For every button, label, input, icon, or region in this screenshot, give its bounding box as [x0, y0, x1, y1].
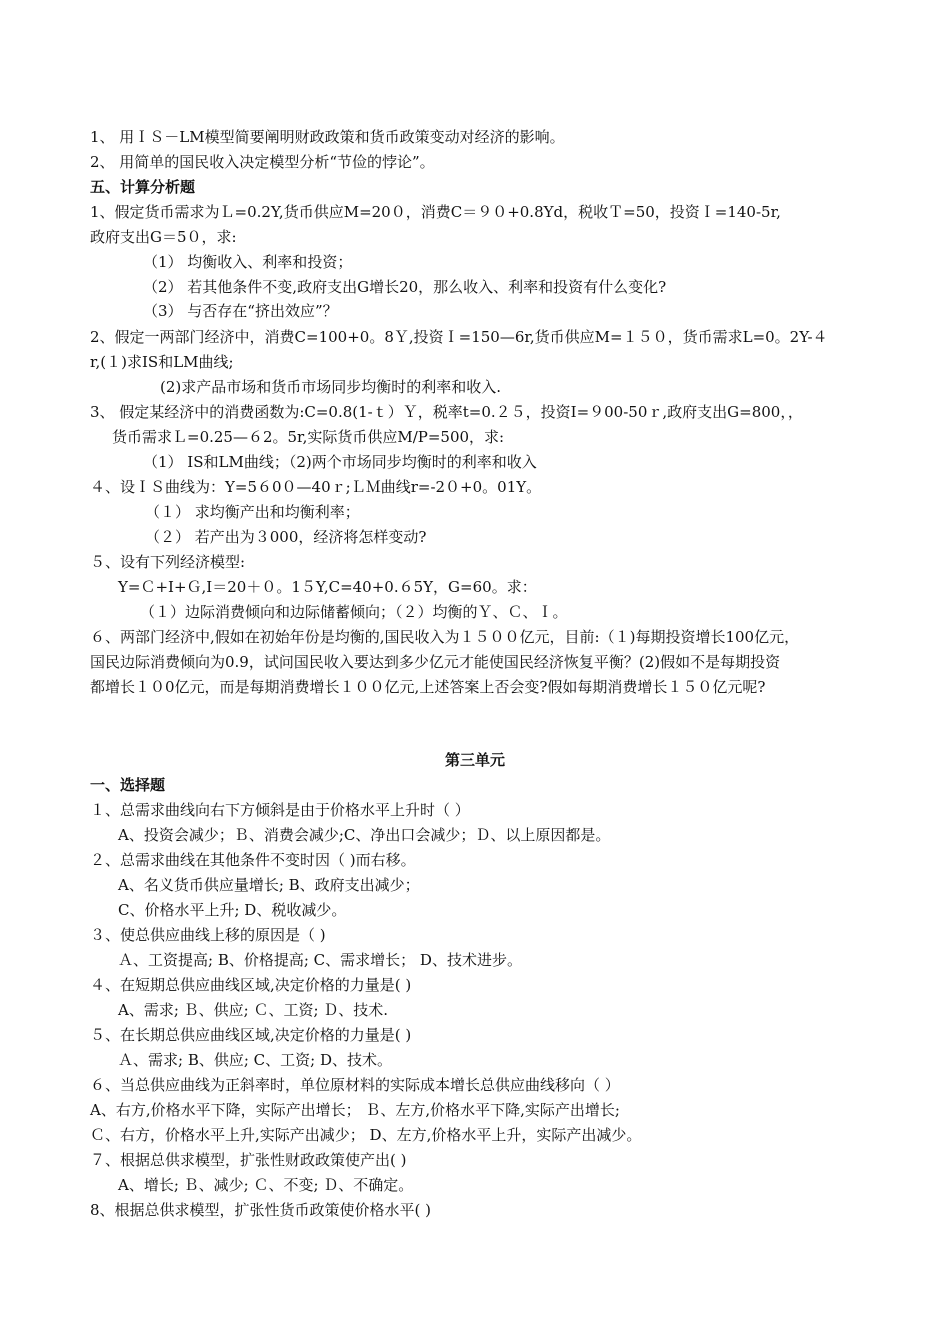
calc-question-6-line-3: 都增长１０0亿元，而是每期消费增长１００亿元,上述答案上否会变?假如每期消费增长１５０亿元呢? [90, 678, 766, 696]
calc-question-5-line-3: （１）边际消费倾向和边际储蓄倾向；（２）均衡的Ｙ、Ｃ、Ｉ。 [140, 603, 568, 621]
section-heading-choice: 一、选择题 [90, 776, 166, 794]
calc-question-1-line-1: 1、假定货币需求为Ｌ=0.2Y,货币供应M=20０，消费C＝９０+0.8Yd，税收Ｔ=50，投资Ｉ=140-5r, [90, 203, 781, 221]
calc-question-2-line-1: 2、假定一两部门经济中，消费C=100+0。8Ｙ,投资Ｉ=150—6r,货币供应M=１５０，货币需求L=0。2Y-４ [90, 328, 828, 346]
choice-question-2: ２、总需求曲线在其他条件不变时因（ )而右移。 [90, 851, 416, 869]
unit-title: 第三单元 [444, 751, 505, 769]
calc-question-4-sub-2: （２） 若产出为３000，经济将怎样变动? [145, 528, 427, 546]
choice-question-2-options-a: A、名义货币供应量增长; B、政府支出减少； [118, 876, 420, 894]
calc-question-3-line-3: （1） IS和LM曲线；（2)两个市场同步均衡时的利率和收入 [143, 453, 537, 471]
choice-question-1-options: A、投资会减少；Ｂ、消费会减少;C、净出口会减少；Ｄ、以上原因都是。 [118, 826, 611, 844]
essay-question-2: 2、 用简单的国民收入决定模型分析“节俭的悖论”。 [90, 153, 435, 171]
choice-question-3: ３、使总供应曲线上移的原因是（ ) [90, 926, 326, 944]
calc-question-2-line-3: (2)求产品市场和货币市场同步均衡时的利率和收入. [160, 378, 502, 396]
calc-question-1-sub-3: （3） 与否存在“挤出效应”？ [143, 302, 338, 320]
choice-question-4-options: A、需求; Ｂ、供应; Ｃ、工资; Ｄ、技术. [118, 1001, 389, 1019]
choice-question-5-options: Ａ、需求; B、供应; C、工资; D、技术。 [118, 1051, 392, 1069]
calc-question-5-line-2: Y=Ｃ+I+Ｇ,I＝20＋０。1５Y,C=40+0.６5Y，G=60。求： [118, 578, 537, 596]
choice-question-4: ４、在短期总供应曲线区域,决定价格的力量是( ) [90, 976, 412, 994]
choice-question-1: １、总需求曲线向右下方倾斜是由于价格水平上升时（ ） [90, 801, 470, 819]
choice-question-6: ６、当总供应曲线为正斜率时，单位原材料的实际成本增长总供应曲线移向（ ） [90, 1076, 620, 1094]
calc-question-6-line-1: ６、两部门经济中,假如在初始年份是均衡的,国民收入为１５００亿元，目前:（１)每期投资增长100亿元， [90, 628, 800, 646]
choice-question-6-options-a: A、右方,价格水平下降，实际产出增长； Ｂ、左方,价格水平下降,实际产出增长; [90, 1101, 620, 1119]
choice-question-3-options: Ａ、工资提高; B、价格提高; C、需求增长； D、技术进步。 [118, 951, 522, 969]
calc-question-3-line-1: 3、 假定某经济中的消费函数为:C=0.8(1-ｔ）Ｙ，税率t=0.２５，投资I=９00-50ｒ,政府支出G=800，， [90, 403, 803, 421]
calc-question-1-line-2: 政府支出G＝5０，求: [90, 228, 237, 246]
calc-question-1-sub-1: （1） 均衡收入、利率和投资； [143, 253, 353, 271]
calc-question-1-sub-2: （2） 若其他条件不变,政府支出G增长20，那么收入、利率和投资有什么变化? [143, 278, 667, 296]
calc-question-6-line-2: 国民边际消费倾向为0.9，试问国民收入要达到多少亿元才能使国民经济恢复平衡？(2)假如不是每期投资 [90, 653, 781, 671]
calc-question-3-line-2: 货币需求Ｌ=0.25—６2。5r,实际货币供应M/P=500，求: [112, 428, 505, 446]
choice-question-8: 8、根据总供求模型，扩张性货币政策使价格水平( ) [90, 1201, 432, 1219]
calc-question-2-line-2: r,(１)求IS和LM曲线; [90, 353, 234, 371]
choice-question-7: ７、根据总供求模型，扩张性财政政策使产出( ) [90, 1151, 407, 1169]
calc-question-5-line-1: ５、设有下列经济模型: [90, 553, 246, 571]
calc-question-4-sub-1: （１） 求均衡产出和均衡利率； [145, 503, 360, 521]
choice-question-2-options-b: C、价格水平上升; D、税收减少。 [118, 901, 347, 919]
essay-question-1: 1、 用ＩＳ－LM模型简要阐明财政政策和货币政策变动对经济的影响。 [90, 128, 565, 146]
choice-question-6-options-b: Ｃ、右方，价格水平上升,实际产出减少； D、左方,价格水平上升，实际产出减少。 [90, 1126, 642, 1144]
choice-question-5: ５、在长期总供应曲线区域,决定价格的力量是( ) [90, 1026, 412, 1044]
calc-question-4-line-1: ４、设ＩＳ曲线为：Y=5６0０—40ｒ;ＬＭ曲线r=-2０+0。01Y。 [90, 478, 542, 496]
choice-question-7-options: A、增长; Ｂ、减少; Ｃ、不变; Ｄ、不确定。 [118, 1176, 414, 1194]
section-heading-calculation: 五、计算分析题 [90, 178, 196, 196]
